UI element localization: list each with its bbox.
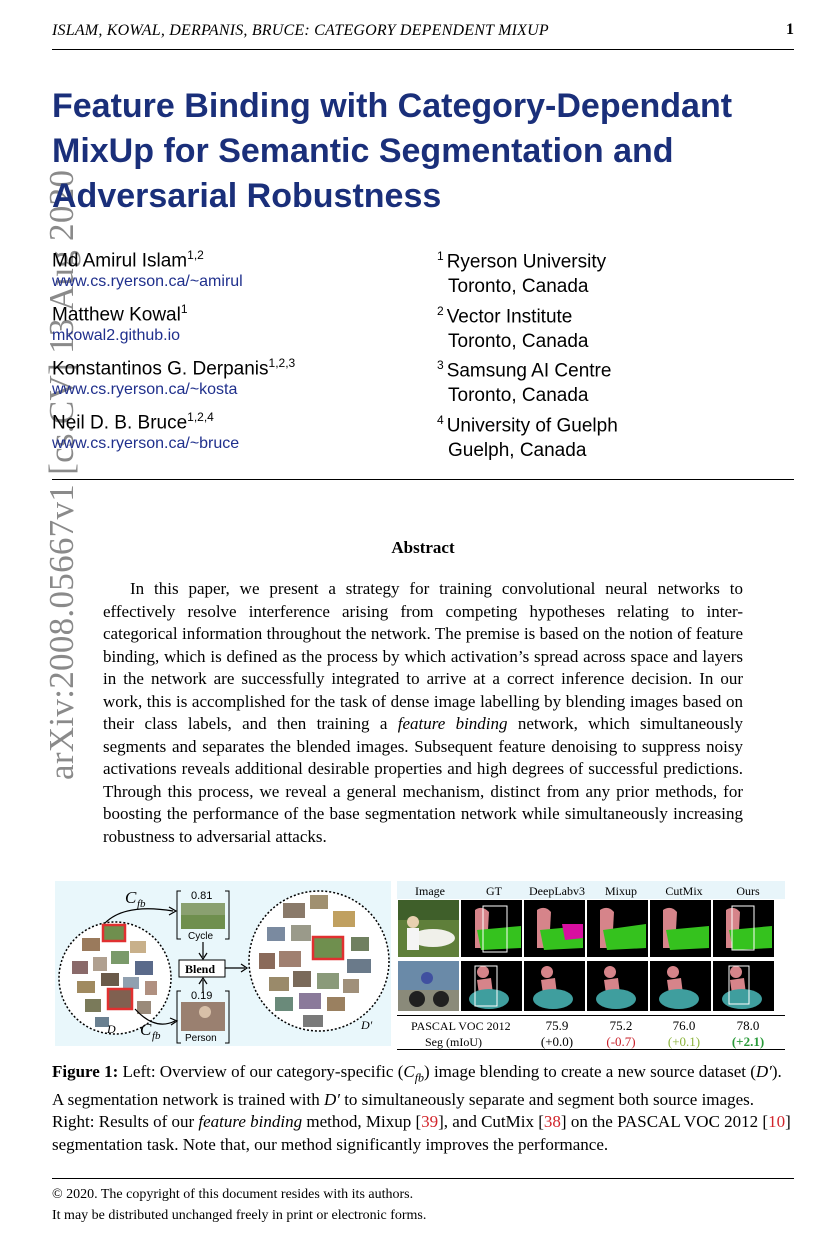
blend-label: Blend [185,962,216,976]
title-line: MixUp for Semantic Segmentation and [52,132,674,170]
tile-ours-row1 [713,900,774,957]
caption-label: Figure 1: [52,1062,119,1081]
tile-image-row1 [398,900,459,957]
affiliation-location: Toronto, Canada [448,276,589,298]
tile-image-row2 [398,961,459,1011]
dataset-label: PASCAL VOC 2012 [411,1019,511,1033]
citation-link[interactable]: 39 [421,1112,439,1132]
bottom-sample-label: Person [185,1033,217,1044]
segmentation-tiles [397,900,785,1020]
caption-math: D′ [755,1062,772,1081]
column-header: Image [415,884,445,898]
affiliation-location: Toronto, Canada [448,330,589,352]
affiliation-number: 2 [437,303,444,318]
column-header: DeepLabv3 [529,884,585,898]
author-name: Md Amirul Islam [52,250,188,272]
cfb-subscript-bottom: fb [152,1030,161,1042]
affiliation-name: Ryerson University [446,251,607,273]
author-url[interactable]: www.cs.ryerson.ca/~kosta [52,381,238,399]
tile-mixup-row2 [587,961,648,1011]
affiliation-entry [437,408,737,463]
title-divider [52,479,794,480]
affiliation-list [437,244,737,462]
result-value: 75.9 [545,1018,569,1033]
author-entry [52,352,412,406]
column-header: GT [486,884,502,898]
affiliation-entry [437,353,737,408]
caption-math: C [403,1062,415,1081]
author-entry [52,406,412,460]
tile-cutmix-row2 [650,961,711,1011]
footer-line: © 2020. The copyright of this document resides with its authors. [52,1187,414,1202]
abstract-body [103,578,743,848]
caption-text: ], and CutMix [ [438,1112,544,1132]
result-delta: (+0.0) [540,1034,574,1049]
table-rule-bottom [397,1049,785,1050]
tile-gt-row2 [461,961,522,1011]
blending-diagram-svg [55,881,391,1046]
figure-blending-diagram [55,881,391,1046]
affiliation-entry [437,244,737,299]
author-entry [52,244,412,298]
author-name: Neil D. B. Bruce [52,412,188,434]
caption-emphasis: feature binding [198,1112,303,1132]
result-delta: (-0.7) [606,1034,636,1049]
affiliation-location: Guelph, Canada [448,439,587,461]
caption-text: ) image blending to create a new source dataset ( [424,1062,756,1081]
result-delta: (+0.1) [667,1034,701,1049]
column-header: Mixup [604,884,637,898]
cfb-subscript-top: fb [137,898,146,910]
table-rule-top [397,1015,785,1016]
result-value: 76.0 [672,1018,696,1033]
author-superscript: 1,2 [187,248,204,262]
tile-deeplab-row2 [524,961,585,1011]
author-entry [52,298,412,352]
source-dataset-label: D [107,1022,116,1036]
caption-math-sub: fb [414,1070,425,1085]
abstract-text: network, which simultaneously segments and separates the blended images. Subsequent feature denoising to suppress noisy activations reveals additional desirable properties and high degrees of successful predictions. Through this process, we reveal a general mechanism, distinct from any prior methods, for boosting the performance of the base segmentation network while simultaneously increasing robustness to adversarial attacks. [103,714,743,846]
caption-text: method, Mixup [ [302,1112,422,1132]
affiliation-number: 1 [437,249,444,263]
title-line: Adversarial Robustness [52,177,442,215]
result-value: 75.2 [609,1018,633,1033]
cfb-label-bottom: C [140,1020,152,1039]
caption-text: to simultaneously separate and segment both source images. Right: Results of our [52,1089,754,1132]
top-score: 0.81 [191,890,213,902]
title-line: Feature Binding with Category-Dependant [52,87,733,125]
tile-deeplab-row1 [524,900,585,957]
caption-text: ). A segmentation network is trained with [52,1062,782,1109]
author-superscript: 1 [180,302,188,316]
figure-caption [52,1061,794,1156]
citation-link[interactable]: 38 [543,1112,561,1132]
result-value: 78.0 [736,1018,760,1033]
citation-link[interactable]: 10 [768,1112,786,1132]
tile-mixup-row1 [587,900,648,957]
cfb-label-top: C [125,888,137,907]
author-superscript: 1,2,3 [268,356,296,370]
tile-cutmix-row1 [650,900,711,957]
abstract-text: In this paper, we present a strategy for training convolutional neural networks to effectively resolve interference arising from competing hypotheses relating to inter-categorical information throughout the network. The premise is based on the notion of feature binding, which is defined as the process by which activation’s spread across space and layers in the network are successfully integrated to arrive at a correct inference decision. In our work, this is accomplished for the task of dense image labelling by blending images based on their class labels, and then training a [103,579,743,733]
affiliation-name: University of Guelph [446,414,618,436]
author-url[interactable]: www.cs.ryerson.ca/~bruce [52,435,240,453]
abstract-emphasis: feature binding [397,714,508,733]
affiliation-name: Samsung AI Centre [446,360,612,382]
page-number: 1 [786,21,794,38]
abstract-heading: Abstract [391,538,455,557]
affiliation-entry [437,299,737,354]
caption-text: ] on the PASCAL VOC 2012 [ [560,1112,769,1132]
caption-text: ] segmentation task. Note that, our method significantly improves the performance. [52,1112,791,1154]
affiliation-name: Vector Institute [446,305,573,327]
metric-label: Seg (mIoU) [425,1035,482,1049]
blended-dataset-label: D' [361,1018,373,1032]
tile-gt-row1 [461,900,522,957]
running-header [52,20,794,50]
author-superscript: 1,2,4 [187,410,214,424]
author-name: Matthew Kowal [52,304,181,326]
figure-results-grid [397,881,785,1051]
running-title: ISLAM, KOWAL, DERPANIS, BRUCE: CATEGORY DEPENDENT MIXUP [52,22,549,39]
arrow-to-top-sample [105,909,173,923]
paper-title [52,84,792,219]
footer-line: It may be distributed unchanged freely in print or electronic forms. [52,1208,427,1223]
column-header: Ours [736,884,760,898]
column-header: CutMix [665,884,703,898]
result-delta: (+2.1) [731,1034,765,1049]
caption-text: Left: Overview of our category-specific ( [118,1062,404,1081]
caption-math: D′ [323,1089,340,1109]
footer-divider [52,1178,794,1179]
affiliation-number: 3 [437,358,444,372]
affiliation-number: 4 [437,412,444,427]
affiliation-location: Toronto, Canada [448,385,589,407]
author-url[interactable]: mkowal2.github.io [52,327,181,345]
author-name: Konstantinos G. Derpanis [52,358,269,380]
bottom-score: 0.19 [191,990,213,1002]
author-list [52,244,412,460]
top-sample-label: Cycle [188,931,214,942]
author-url[interactable]: www.cs.ryerson.ca/~amirul [52,273,243,291]
tile-ours-row2 [713,961,774,1011]
copyright-footer [52,1184,794,1226]
arxiv-watermark: arXiv:2008.05667v1 [cs.CV] 13 Aug 2020 [42,169,81,780]
